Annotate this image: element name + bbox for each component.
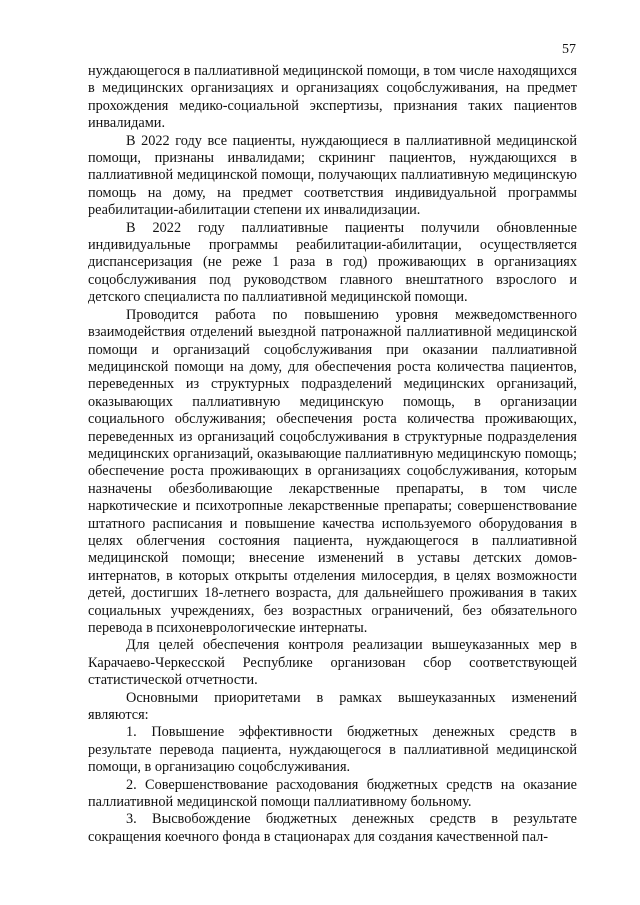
page-number: 57 (562, 42, 576, 57)
priority-item-2: 2. Совершенствование расходования бюджетных средств на оказание паллиативной медицинской помощи паллиативному больному. (88, 776, 577, 811)
paragraph-interagency-work: Проводится работа по повышению уровня межведомственного взаимодействия отделений выездной патронажной паллиативной медицинской помощи и организаций соцобслуживания при оказании паллиативной медицинской помощи на дому, для обеспечения роста количества пациентов, переведенных из структурных подразделений медицинских организаций, оказывающих паллиативную медицинскую помощь, в организации социального обслуживания; обеспечения роста количества проживающих, переведенных из организаций соцобслуживания в структурные подразделения медицинских организаций, оказывающие паллиативную медицинскую помощь; обеспечение роста проживающих в организациях соцобслуживания, которым назначены обезболивающие лекарственные препараты, в том числе наркотические и психотропные лекарственные препараты; совершенствование штатного расписания и повышение качества используемого оборудования в целях облегчения состояния пациента, нуждающегося в паллиативной медицинской помощи; внесение изменений в уставы детских домов-интернатов, в которых открыты отделения милосердия, в целях возможности детей, достигших 18-летнего возраста, для дальнейшего проживания в таких социальных учреждениях, без возрастных ограничений, без обязательного перевода в психоневрологические интернаты. (88, 306, 577, 636)
paragraph-continuation: нуждающегося в паллиативной медицинской помощи, в том числе находящихся в медицинских организациях и организациях соцобслуживания, на предмет прохождения медико-социальной экспертизы, признания таких пациентов инвалидами. (88, 63, 577, 132)
paragraph-2022-rehab-programs: В 2022 году паллиативные пациенты получили обновленные индивидуальные программы реабилитации-абилитации, осуществляется диспансеризация (не реже 1 раза в год) проживающих в организациях соцобслуживания под руководством главного внештатного взрослого и детского специалиста по паллиативной медицинской помощи. (88, 219, 577, 306)
document-body (88, 63, 577, 846)
paragraph-priorities-intro: Основными приоритетами в рамках вышеуказанных изменений являются: (88, 689, 577, 724)
priority-item-1: 1. Повышение эффективности бюджетных денежных средств в результате перевода пациента, нуждающегося в паллиативной медицинской помощи, в организацию соцобслуживания. (88, 724, 577, 776)
paragraph-2022-disability: В 2022 году все пациенты, нуждающиеся в паллиативной медицинской помощи, признаны инвалидами; скрининг пациентов, нуждающихся в паллиативной медицинской помощи, получающих паллиативную медицинскую помощь на дому, на предмет соответствия индивидуальной программы реабилитации-абилитации степени их инвалидизации. (88, 132, 577, 219)
priority-item-3: 3. Высвобождение бюджетных денежных средств в результате сокращения коечного фонда в стационарах для создания качественной пал- (88, 811, 577, 845)
paragraph-control: Для целей обеспечения контроля реализации вышеуказанных мер в Карачаево-Черкесской Республике организован сбор соответствующей статистической отчетности. (88, 637, 577, 689)
